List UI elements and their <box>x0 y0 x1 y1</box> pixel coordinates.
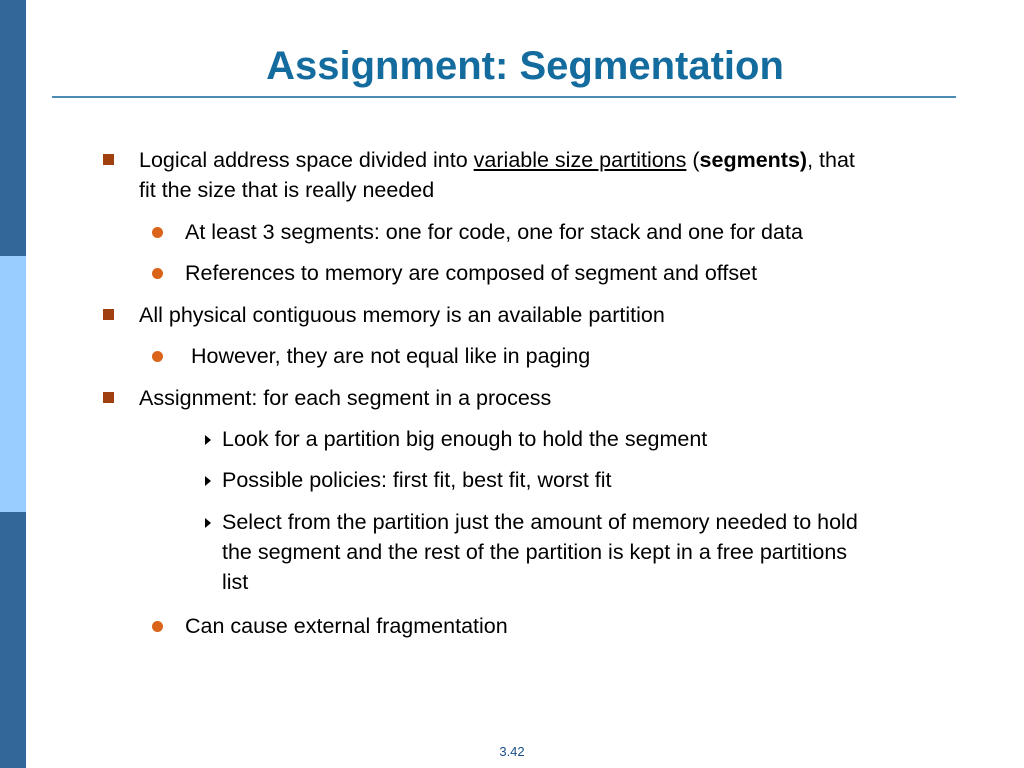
bullet-line: list <box>222 570 249 594</box>
bullet-physical-memory: All physical contiguous memory is an available partition <box>139 303 665 327</box>
bullet-text: Logical address space divided into <box>139 148 474 172</box>
slide-sidebar <box>0 0 26 768</box>
sub-bullet-fragmentation: Can cause external fragmentation <box>185 614 508 638</box>
triangle-bullet-icon <box>205 518 211 528</box>
sidebar-segment-bottom <box>0 512 26 768</box>
bold-term: segments) <box>699 148 808 172</box>
sidebar-segment-middle <box>0 256 26 512</box>
bullet-line: the segment and the rest of the partition is kept in a free partitions <box>222 540 848 564</box>
slide-title: Assignment: Segmentation <box>266 44 784 88</box>
title-divider <box>52 96 956 98</box>
bullet-line-2: fit the size that is really needed <box>139 178 435 202</box>
bullet-assignment: Assignment: for each segment in a process <box>139 386 552 410</box>
sub-bullet-not-equal: However, they are not equal like in paging <box>185 344 591 368</box>
sub-bullet-three-segments: At least 3 segments: one for code, one for stack and one for data <box>185 220 803 244</box>
sidebar-segment-top <box>0 0 26 256</box>
paren-text: ( <box>686 148 700 172</box>
round-bullet-icon <box>152 227 163 238</box>
round-bullet-icon <box>152 351 163 362</box>
round-bullet-icon <box>152 268 163 279</box>
underlined-term: variable size partitions <box>473 148 687 172</box>
square-bullet-icon <box>103 392 114 403</box>
bullet-line <box>139 145 1009 175</box>
round-bullet-icon <box>152 621 163 632</box>
sub-sub-bullet-look-for: Look for a partition big enough to hold the segment <box>222 427 708 451</box>
bullet-text-end: , that <box>807 148 855 172</box>
sub-sub-bullet-policies: Possible policies: first fit, best fit, worst fit <box>222 468 612 492</box>
bullet-logical-address-space <box>139 145 1009 205</box>
square-bullet-icon <box>103 154 114 165</box>
triangle-bullet-icon <box>205 435 211 445</box>
bullet-line: Select from the partition just the amount of memory needed to hold <box>222 510 858 534</box>
triangle-bullet-icon <box>205 476 211 486</box>
sub-bullet-references: References to memory are composed of segment and offset <box>185 261 758 285</box>
sub-sub-bullet-select <box>222 507 1012 597</box>
square-bullet-icon <box>103 309 114 320</box>
page-number: 3.42 <box>499 744 525 759</box>
